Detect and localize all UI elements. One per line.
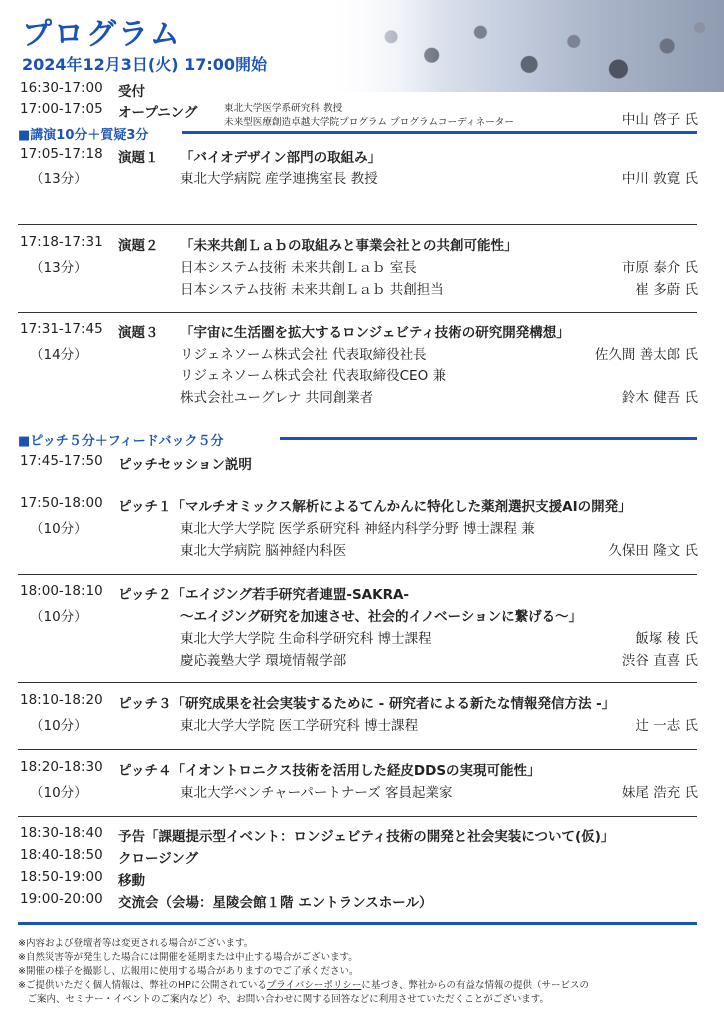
talk2-affil-1: 日本システム技術 未来共創Ｌａｂ 室長 [180, 260, 417, 276]
pitch3-duration: （10分） [30, 718, 88, 734]
talk3-speaker-1: 佐久間 善太郎 氏 [594, 347, 698, 363]
divider [18, 749, 697, 750]
pitch4-speaker: 妹尾 浩充 氏 [621, 785, 698, 801]
note-5: ご案内、セミナー・イベントのご案内など）や、お問い合わせに関する回答などに利用させていただくことがございます。 [18, 994, 550, 1005]
pitch1-speaker: 久保田 隆文 氏 [608, 543, 698, 559]
closing1-label: 予告「課題提示型イベント：ロンジェビティ技術の開発と社会実装について(仮)」 [118, 829, 615, 845]
talk3-affil-1: リジェネソーム株式会社 代表取締役社長 [180, 347, 427, 363]
page-title: プログラム [22, 17, 182, 52]
pitch1-affil-2: 東北大学病院 脳神経内科医 [180, 543, 347, 559]
talk3-time: 17:31-17:45 [20, 321, 103, 337]
open-time: 17:00-17:05 [20, 101, 103, 117]
pitch2-speaker-2: 渋谷 直喜 氏 [621, 653, 698, 669]
note-1: ※内容および登壇者等は変更される場合がございます。 [18, 938, 254, 949]
note-2: ※自然災害等が発生した場合には開催を延期または中止する場合がございます。 [18, 952, 358, 963]
pitch2-time: 18:00-18:10 [20, 583, 103, 599]
header-photo-fade [318, 0, 438, 92]
pitch3-title: ピッチ３「研究成果を社会実装するために - 研究者による新たな情報発信方法 -」 [118, 696, 616, 712]
pitch1-duration: （10分） [30, 521, 88, 537]
reg-label: 受付 [118, 84, 145, 100]
section-pitch-label: ■ピッチ５分＋フィードバック５分 [18, 434, 224, 449]
talk2-affil-2: 日本システム技術 未来共創Ｌａｂ 共創担当 [180, 282, 444, 298]
pitch2-speaker-1: 飯塚 稜 氏 [635, 631, 698, 647]
closing2-time: 18:40-18:50 [20, 847, 103, 863]
divider [18, 816, 697, 817]
talk2-label: 演題２ [118, 238, 159, 254]
talk2-speaker-2: 崔 多蔚 氏 [635, 282, 698, 298]
closing4-time: 19:00-20:00 [20, 891, 103, 907]
reg-time: 16:30-17:00 [20, 80, 103, 96]
talk3-duration: （14分） [30, 347, 88, 363]
talk1-title: 「バイオデザイン部門の取組み」 [180, 150, 382, 166]
pitch3-affil: 東北大学大学院 医工学研究科 博士課程 [180, 718, 419, 734]
pitch2-affil-2: 慶応義塾大学 環境情報学部 [180, 653, 347, 669]
pitch4-time: 18:20-18:30 [20, 759, 103, 775]
talk3-affil-3: 株式会社ユーグレナ 共同創業者 [180, 390, 374, 406]
pitch2-title: ピッチ２「エイジング若手研究者連盟-SAKRA- [118, 587, 410, 603]
divider [18, 312, 697, 313]
open-affil-2: 未来型医療創造卓越大学院プログラム プログラムコーディネーター [224, 117, 514, 128]
pitch-intro-time: 17:45-17:50 [20, 453, 103, 469]
talk3-speaker-2: 鈴木 健吾 氏 [621, 390, 698, 406]
talk1-duration: （13分） [30, 171, 88, 187]
pitch2-subtitle: ～エイジング研究を加速させ、社会的イノベーションに繋げる～」 [180, 609, 583, 625]
open-affil-1: 東北大学医学系研究科 教授 [224, 103, 343, 114]
talk3-label: 演題３ [118, 325, 159, 341]
pitch1-affil-1: 東北大学大学院 医学系研究科 神経内科学分野 博士課程 兼 [180, 521, 535, 537]
divider [18, 574, 697, 575]
section-lectures-line [182, 131, 697, 134]
divider [18, 224, 697, 225]
open-speaker: 中山 啓子 氏 [621, 112, 698, 128]
section-lectures-label: ■講演10分＋質疑3分 [18, 128, 149, 143]
divider [18, 682, 697, 683]
pitch3-time: 18:10-18:20 [20, 692, 103, 708]
section-pitch-line [280, 437, 697, 440]
pitch4-duration: （10分） [30, 785, 88, 801]
pitch2-duration: （10分） [30, 609, 88, 625]
talk1-speaker: 中川 敦寛 氏 [621, 171, 698, 187]
talk3-affil-2: リジェネソーム株式会社 代表取締役CEO 兼 [180, 368, 446, 384]
pitch2-affil-1: 東北大学大学院 生命科学研究科 博士課程 [180, 631, 432, 647]
closing2-label: クロージング [118, 851, 199, 867]
note-4 [18, 979, 589, 993]
note-3: ※開催の様子を撮影し、広報用に使用する場合がありますのでご了承ください。 [18, 966, 359, 977]
pitch4-affil: 東北大学ベンチャーパートナーズ 客員起業家 [180, 785, 453, 801]
pitch1-time: 17:50-18:00 [20, 495, 103, 511]
pitch-intro-label: ピッチセッション説明 [118, 457, 252, 473]
pitch1-title: ピッチ１「マルチオミックス解析によるてんかんに特化した薬剤選択支援AIの開発」 [118, 499, 632, 515]
closing3-time: 18:50-19:00 [20, 869, 103, 885]
closing4-label: 交流会（会場：星陵会館１階 エントランスホール） [118, 895, 433, 911]
talk3-title: 「宇宙に生活圏を拡大するロンジェビティ技術の研究開発構想」 [180, 325, 570, 341]
footnotes [18, 937, 589, 1007]
closing3-label: 移動 [118, 873, 145, 889]
talk2-speaker-1: 市原 泰介 氏 [621, 260, 698, 276]
privacy-policy-link[interactable]: プライバシーポリシー [266, 980, 362, 991]
open-label: オープニング [118, 105, 198, 121]
talk1-time: 17:05-17:18 [20, 146, 103, 162]
note-4-a: ※ご提供いただく個人情報は、弊社のHPに公開されている [18, 980, 267, 991]
footer-divider [18, 922, 697, 925]
note-4-b: に基づき、弊社からの有益な情報の提供（サービスの [361, 980, 589, 991]
talk1-label: 演題１ [118, 150, 159, 166]
talk1-affil: 東北大学病院 産学連携室長 教授 [180, 171, 378, 187]
event-date: 2024年12月3日(火) 17:00開始 [22, 55, 268, 74]
talk2-time: 17:18-17:31 [20, 234, 103, 250]
pitch3-speaker: 辻 一志 氏 [635, 718, 698, 734]
talk2-title: 「未来共創Ｌａｂの取組みと事業会社との共創可能性」 [180, 238, 518, 254]
closing1-time: 18:30-18:40 [20, 825, 103, 841]
talk2-duration: （13分） [30, 260, 88, 276]
pitch4-title: ピッチ４「イオントロニクス技術を活用した経皮DDSの実現可能性」 [118, 763, 541, 779]
